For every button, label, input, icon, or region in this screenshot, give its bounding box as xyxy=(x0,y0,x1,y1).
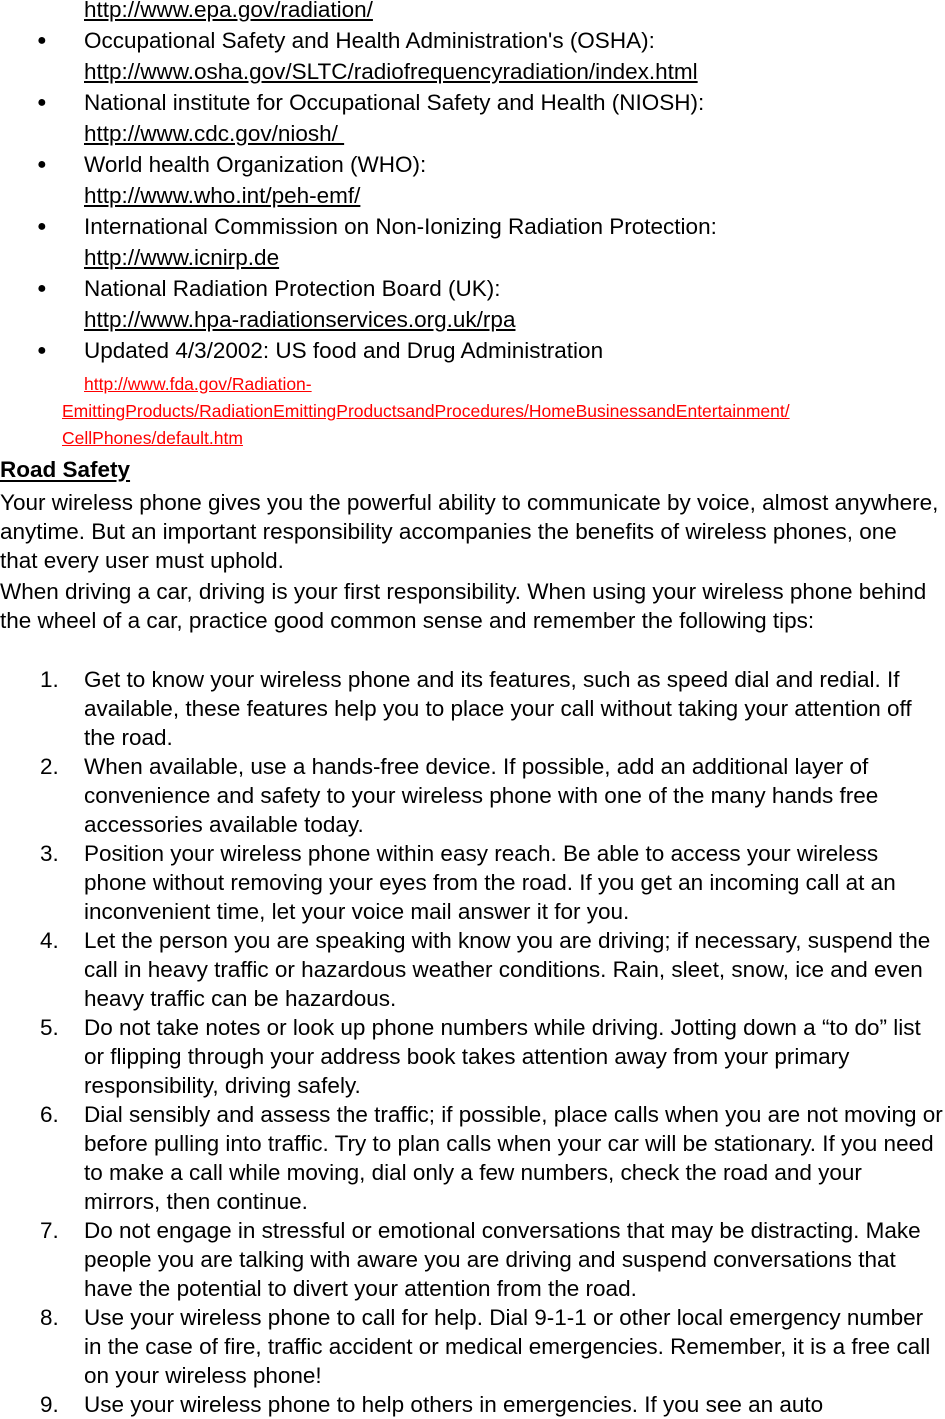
niosh-link[interactable]: http://www.cdc.gov/niosh/ xyxy=(84,121,345,146)
resource-name: Updated 4/3/2002: US food and Drug Administration xyxy=(84,338,604,363)
list-item xyxy=(0,1303,944,1390)
road-safety-tips-list xyxy=(0,665,945,1419)
resource-url-line xyxy=(0,180,945,211)
resource-item-fda xyxy=(0,335,945,366)
list-number: 8. xyxy=(40,1305,59,1330)
resource-name: National institute for Occupational Safety and Health (NIOSH): xyxy=(84,90,705,115)
resource-item-nrpb xyxy=(0,273,945,304)
list-number: 3. xyxy=(40,841,59,866)
list-item-text: Let the person you are speaking with know you are driving; if necessary, suspend the call in heavy traffic or hazardous weather conditions. Rain, sleet, snow, ice and even heavy traffic can be hazardous. xyxy=(84,928,931,1011)
bullet-icon: ● xyxy=(37,218,47,235)
list-number: 4. xyxy=(40,928,59,953)
list-item-text: Dial sensibly and assess the traffic; if possible, place calls when you are not moving or before pulling into traffic. Try to plan calls when your car will be stationary. If you need to make a call while moving, dial only a few numbers, check the road and your mirrors, then continue. xyxy=(84,1102,943,1214)
list-item xyxy=(0,1390,944,1419)
list-number: 7. xyxy=(40,1218,59,1243)
resource-url-line xyxy=(0,118,945,149)
epa-link[interactable]: http://www.epa.gov/radiation/ xyxy=(84,0,373,22)
bullet-icon: ● xyxy=(37,280,47,297)
list-item-text: Position your wireless phone within easy reach. Be able to access your wireless phone without removing your eyes from the road. If you get an incoming call at an inconvenient time, let your voice mail answer it for you. xyxy=(84,841,896,924)
osha-link[interactable]: http://www.osha.gov/SLTC/radiofrequencyradiation/index.html xyxy=(84,59,698,84)
list-item-text: Do not engage in stressful or emotional conversations that may be distracting. Make people you are talking with aware you are driving and suspend conversations that have the potential to divert your attention from the road. xyxy=(84,1218,921,1301)
fda-url-block xyxy=(0,366,942,451)
resource-item-icnirp xyxy=(0,211,945,242)
intro-paragraph: Your wireless phone gives you the powerful ability to communicate by voice, almost anywhere, anytime. But an important responsibility accompanies the benefits of wireless phones, one that every user must uphold. xyxy=(0,490,939,573)
list-item xyxy=(0,752,944,839)
bullet-icon: ● xyxy=(37,32,47,49)
resource-list xyxy=(0,0,945,451)
resource-name: Occupational Safety and Health Administration's (OSHA): xyxy=(84,28,655,53)
list-item xyxy=(0,1100,944,1216)
list-number: 9. xyxy=(40,1392,59,1417)
icnirp-link[interactable]: http://www.icnirp.de xyxy=(84,245,280,270)
hpa-link[interactable]: http://www.hpa-radiationservices.org.uk/rpa xyxy=(84,307,516,332)
list-item-text: When available, use a hands-free device. If possible, add an additional layer of convenience and safety to your wireless phone with one of the many hands free accessories available today. xyxy=(84,754,879,837)
fda-link-part-2[interactable]: EmittingProducts/RadiationEmittingProductsandProcedures/HomeBusinessandEntertainment/ xyxy=(62,401,790,421)
bullet-icon: ● xyxy=(37,94,47,111)
list-item-text: Use your wireless phone to call for help. Dial 9-1-1 or other local emergency number in the case of fire, traffic accident or medical emergencies. Remember, it is a free call on your wireless phone! xyxy=(84,1305,931,1388)
list-number: 5. xyxy=(40,1015,59,1040)
list-item xyxy=(0,1013,944,1100)
list-number: 2. xyxy=(40,754,59,779)
resource-item-osha xyxy=(0,25,945,56)
list-item-text: Get to know your wireless phone and its features, such as speed dial and redial. If available, these features help you to place your call without taking your attention off the road. xyxy=(84,667,912,750)
resource-url-line xyxy=(0,242,945,273)
list-item xyxy=(0,926,944,1013)
resource-item-niosh xyxy=(0,87,945,118)
section-heading-road-safety: Road Safety xyxy=(0,457,131,482)
fda-link-part-1[interactable]: http://www.fda.gov/Radiation- xyxy=(84,374,312,394)
list-number: 1. xyxy=(40,667,59,692)
resource-name: World health Organization (WHO): xyxy=(84,152,427,177)
epa-link-line xyxy=(0,0,945,25)
list-item xyxy=(0,839,944,926)
list-item-text: Do not take notes or look up phone numbers while driving. Jotting down a “to do” list or flipping through your address book takes attention away from your primary responsibility, driving safely. xyxy=(84,1015,921,1098)
list-item xyxy=(0,1216,944,1303)
resource-name: National Radiation Protection Board (UK): xyxy=(84,276,501,301)
resource-url-line xyxy=(0,304,945,335)
fda-link-part-3[interactable]: CellPhones/default.htm xyxy=(62,428,243,448)
bullet-icon: ● xyxy=(37,156,47,173)
resource-item-who xyxy=(0,149,945,180)
driving-paragraph: When driving a car, driving is your first responsibility. When using your wireless phone behind the wheel of a car, practice good common sense and remember the following tips: xyxy=(0,579,927,633)
resource-url-line xyxy=(0,56,945,87)
list-item-text: Use your wireless phone to help others in emergencies. If you see an auto xyxy=(84,1392,824,1417)
list-item xyxy=(0,665,944,752)
who-link[interactable]: http://www.who.int/peh-emf/ xyxy=(84,183,361,208)
resource-name: International Commission on Non-Ionizing Radiation Protection: xyxy=(84,214,717,239)
list-number: 6. xyxy=(40,1102,59,1127)
bullet-icon: ● xyxy=(37,342,47,359)
